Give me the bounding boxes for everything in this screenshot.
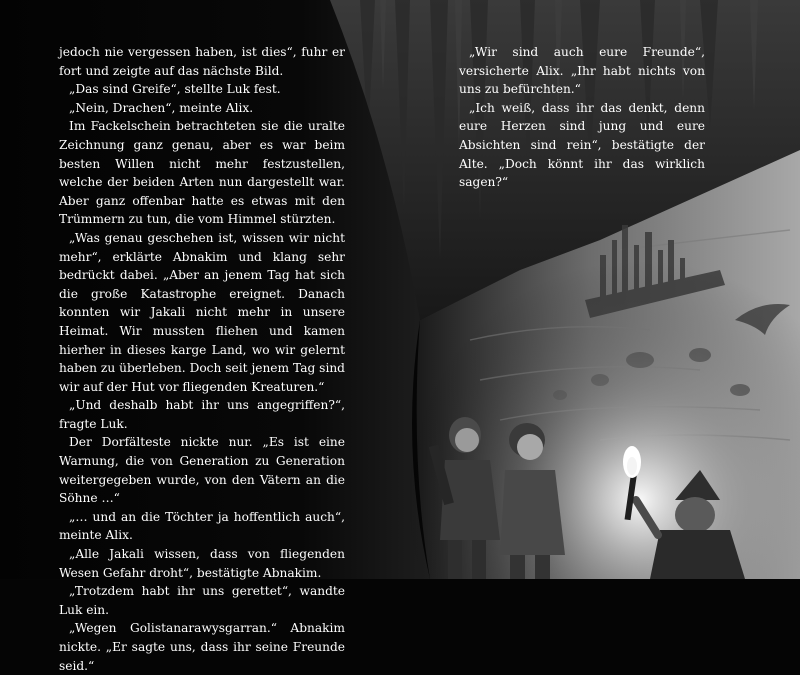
paragraph: Im Fackelschein betrachteten sie die uralte Zeichnung ganz genau, aber es war beim besten Willen nicht mehr festzustellen, welche der beiden Arten nun dargestellt war. Aber ganz offenbar hatte es etwas mit den Trümmern zu tun, die vom Himmel stürzten. bbox=[59, 119, 345, 227]
paragraph: „Trotzdem habt ihr uns gerettet“, wandte Luk ein. bbox=[59, 584, 345, 617]
right-page-text bbox=[459, 43, 705, 192]
paragraph: „Und deshalb habt ihr uns angegriffen?“, fragte Luk. bbox=[59, 398, 345, 431]
paragraph: „Wegen Golistanarawysgarran.“ Abnakim nickte. „Er sagte uns, dass ihr seine Freunde seid.“ bbox=[59, 621, 345, 673]
paragraph: „Alle Jakali wissen, dass von fliegenden Wesen Gefahr droht“, bestätigte Abnakim. bbox=[59, 547, 345, 580]
paragraph: jedoch nie vergessen haben, ist dies“, fuhr er fort und zeigte auf das nächste Bild. bbox=[59, 45, 345, 78]
paragraph: „Nein, Drachen“, meinte Alix. bbox=[69, 100, 254, 115]
paragraph: Der Dorfälteste nickte nur. „Es ist eine Warnung, die von Generation zu Generation weitergegeben wurde, von den Vätern an die Söhne …“ bbox=[59, 435, 345, 506]
paragraph: „Ich weiß, dass ihr das denkt, denn eure Herzen sind jung und eure Absichten sind rein“, bestätigte der Alte. „Doch könnt ihr das wirklich sagen?“ bbox=[459, 100, 705, 190]
paragraph: „Wir sind auch eure Freunde“, versicherte Alix. „Ihr habt nichts von uns zu befürchten.“ bbox=[459, 45, 705, 97]
paragraph: „… und an die Töchter ja hoffentlich auch“, meinte Alix. bbox=[59, 509, 345, 543]
paragraph: „Was genau geschehen ist, wissen wir nicht mehr“, erklärte Abnakim und klang sehr bedrückt dabei. „Aber an jenem Tag hat sich die große Katastrophe ereignet. Danach konnten wir Jakali nicht mehr in unsere Heimat. Wir mussten fliehen und kamen hierher in dieses karge Land, wo wir gelernt haben zu überleben. Doch seit jenem Tag sind wir auf der Hut vor fliegenden Kreaturen.“ bbox=[59, 230, 345, 394]
paragraph: „Das sind Greife“, stellte Luk fest. bbox=[69, 82, 281, 97]
left-page-text bbox=[59, 43, 345, 675]
